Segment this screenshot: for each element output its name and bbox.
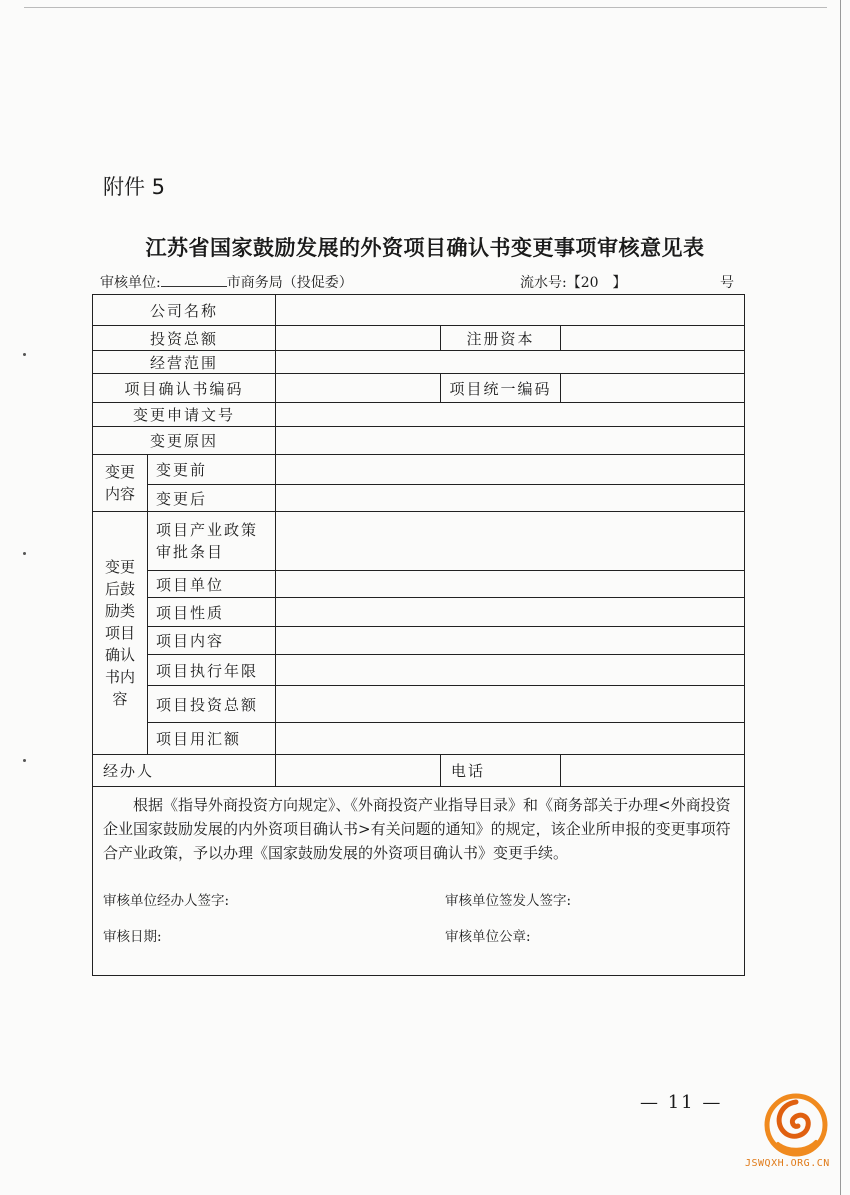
- confirmation-number-label: 项目确认书编码: [93, 374, 276, 403]
- row-project-total-investment: [93, 686, 745, 723]
- page-number: — 11 —: [640, 1092, 723, 1113]
- registered-capital-field[interactable]: [561, 326, 745, 351]
- statement-paragraph: 根据《指导外商投资方向规定》、《外商投资产业指导目录》和《商务部关于办理<外商投资企业国家鼓励发展的内外资项目确认书>有关问题的通知》的规定，该企业所申报的变更事项符合产业政策，予以办理《国家鼓励发展的外资项目确认书》变更手续。: [103, 796, 731, 862]
- business-scope-label: 经营范围: [93, 351, 276, 374]
- handler-label: 经办人: [93, 755, 276, 787]
- scan-speck: [23, 353, 26, 356]
- issuer-signature-label: 审核单位签发人签字:: [445, 893, 572, 909]
- project-fx-amount-field[interactable]: [276, 723, 745, 755]
- project-total-investment-label: 项目投资总额: [148, 686, 276, 723]
- after-change-label: 变更后: [148, 485, 276, 512]
- review-unit-label: 审核单位:: [100, 275, 161, 291]
- company-name-field[interactable]: [276, 295, 745, 326]
- change-reason-label: 变更原因: [93, 427, 276, 455]
- project-nature-field[interactable]: [276, 598, 745, 627]
- review-unit-blank: [161, 274, 227, 287]
- change-doc-number-label: 变更申请文号: [93, 403, 276, 427]
- row-investment: [93, 326, 745, 351]
- statement-cell: [93, 787, 745, 976]
- before-change-label: 变更前: [148, 455, 276, 485]
- row-change-reason: [93, 427, 745, 455]
- before-change-field[interactable]: [276, 455, 745, 485]
- review-unit-value: 市商务局（投促委）: [226, 275, 353, 291]
- row-industry-policy: [93, 512, 745, 571]
- row-project-nature: [93, 598, 745, 627]
- handler-field[interactable]: [276, 755, 441, 787]
- change-content-label: 变更内容: [93, 455, 148, 512]
- row-change-doc: [93, 403, 745, 427]
- attachment-label: 附件 5: [103, 175, 166, 199]
- project-unit-label: 项目单位: [148, 571, 276, 598]
- date-seal-row: [103, 925, 732, 949]
- company-name-label: 公司名称: [93, 295, 276, 326]
- industry-policy-label: 项目产业政策审批条目: [148, 512, 276, 571]
- row-after-change: [93, 485, 745, 512]
- confirmation-number-field[interactable]: [276, 374, 441, 403]
- total-investment-label: 投资总额: [93, 326, 276, 351]
- review-unit: [100, 272, 353, 292]
- page-top-edge: [24, 7, 827, 8]
- unified-code-field[interactable]: [561, 374, 745, 403]
- review-form-table: [92, 294, 745, 976]
- project-content-label: 项目内容: [148, 627, 276, 655]
- execution-period-field[interactable]: [276, 655, 745, 686]
- row-handler: [93, 755, 745, 787]
- project-content-field[interactable]: [276, 627, 745, 655]
- signature-row: [103, 889, 732, 913]
- change-doc-number-field[interactable]: [276, 403, 745, 427]
- registered-capital-label: 注册资本: [441, 326, 561, 351]
- site-logo-icon: [760, 1092, 832, 1158]
- phone-field[interactable]: [561, 755, 745, 787]
- project-nature-label: 项目性质: [148, 598, 276, 627]
- row-business-scope: [93, 351, 745, 374]
- phone-label: 电话: [441, 755, 561, 787]
- change-reason-field[interactable]: [276, 427, 745, 455]
- total-investment-field[interactable]: [276, 326, 441, 351]
- industry-policy-field[interactable]: [276, 512, 745, 571]
- business-scope-field[interactable]: [276, 351, 745, 374]
- row-statement: [93, 787, 745, 976]
- project-unit-field[interactable]: [276, 571, 745, 598]
- row-fx-amount: [93, 723, 745, 755]
- project-fx-amount-label: 项目用汇额: [148, 723, 276, 755]
- document-title: 江苏省国家鼓励发展的外资项目确认书变更事项审核意见表: [145, 235, 705, 260]
- serial-number-suffix: 号: [720, 275, 734, 291]
- page-right-edge: [840, 0, 841, 1195]
- handler-signature-label: 审核单位经办人签字:: [103, 893, 230, 909]
- project-total-investment-field[interactable]: [276, 686, 745, 723]
- after-category-content-label: 变更后鼓励类项目确认书内容: [93, 512, 148, 755]
- row-execution-period: [93, 655, 745, 686]
- row-before-change: [93, 455, 745, 485]
- review-date-label: 审核日期:: [103, 929, 162, 945]
- after-change-field[interactable]: [276, 485, 745, 512]
- row-company-name: [93, 295, 745, 326]
- execution-period-label: 项目执行年限: [148, 655, 276, 686]
- review-seal-label: 审核单位公章:: [445, 929, 531, 945]
- watermark-text: JSWQXH.ORG.CN: [745, 1158, 830, 1169]
- row-confirmation: [93, 374, 745, 403]
- unified-code-label: 项目统一编码: [441, 374, 561, 403]
- serial-number-label: 流水号:【20 】: [520, 275, 627, 291]
- scan-speck: [23, 759, 26, 762]
- scan-speck: [23, 552, 26, 555]
- row-project-unit: [93, 571, 745, 598]
- row-project-content: [93, 627, 745, 655]
